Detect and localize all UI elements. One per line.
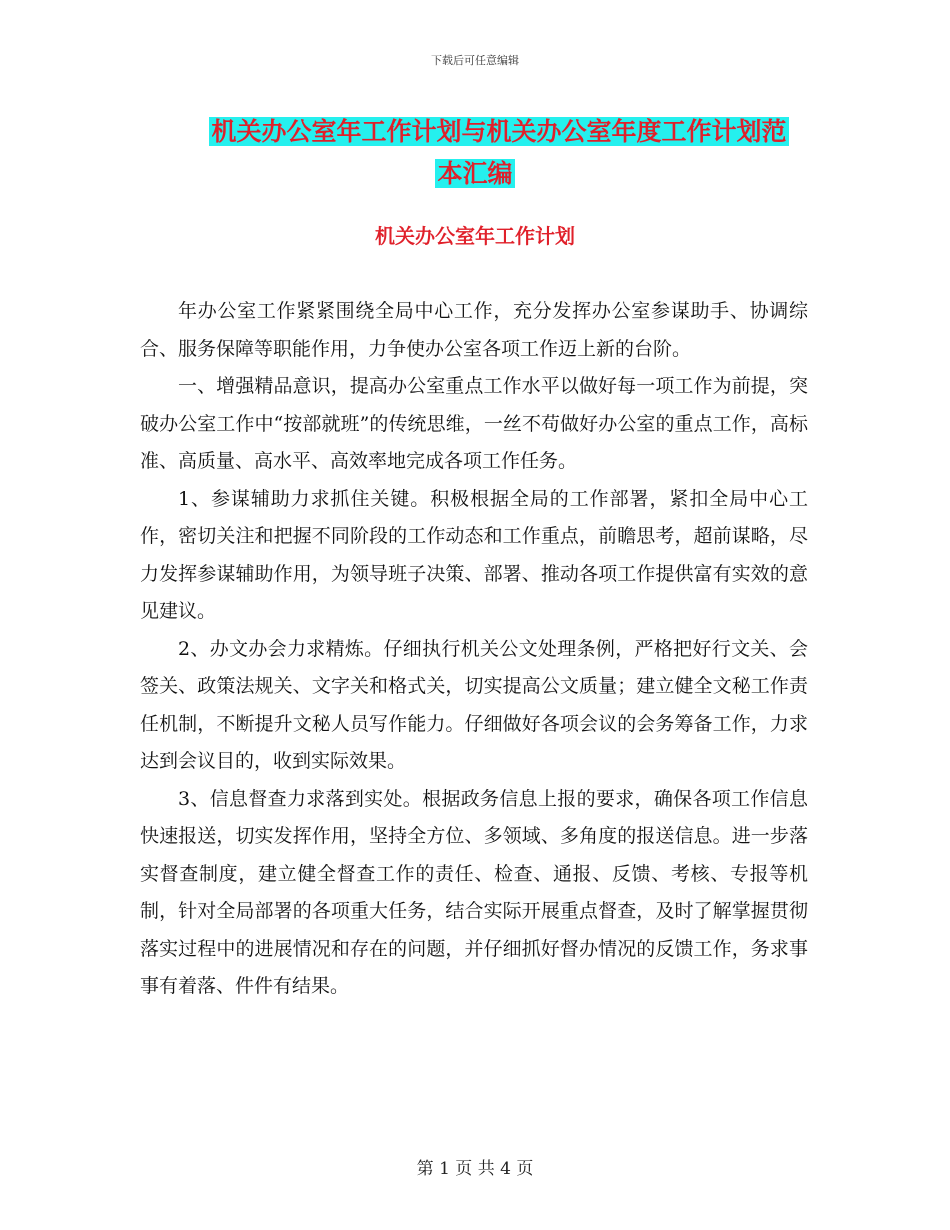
document-title-line-1 bbox=[0, 112, 950, 152]
paragraph-section-1: 一、增强精品意识，提高办公室重点工作水平以做好每一项工作为前提，突破办公室工作中“按部就班”的传统思维，一丝不苟做好办公室的重点工作，高标准、高质量、高水平、高效率地完成各项工作任务。 bbox=[140, 375, 808, 472]
document-title-highlight-1: 机关办公室年工作计划与机关办公室年度工作计划范 bbox=[211, 117, 787, 146]
paragraph-item-1: 1、参谋辅助力求抓住关键。积极根据全局的工作部署，紧扣全局中心工作，密切关注和把握不同阶段的工作动态和工作重点，前瞻思考，超前谋略，尽力发挥参谋辅助作用，为领导班子决策、部署、推动各项工作提供富有实效的意见建议。 bbox=[140, 487, 808, 622]
page-number-footer: 第 1 页 共 4 页 bbox=[416, 1159, 534, 1179]
header-note: 下载后可任意编辑 bbox=[431, 54, 519, 67]
body-text bbox=[140, 293, 808, 1006]
document-title-line-2 bbox=[0, 154, 950, 194]
paragraph-intro: 年办公室工作紧紧围绕全局中心工作，充分发挥办公室参谋助手、协调综合、服务保障等职能作用，力争使办公室各项工作迈上新的台阶。 bbox=[140, 300, 808, 360]
section-heading: 机关办公室年工作计划 bbox=[375, 224, 575, 248]
paragraph-item-3: 3、信息督查力求落到实处。根据政务信息上报的要求，确保各项工作信息快速报送，切实发挥作用，坚持全方位、多领域、多角度的报送信息。进一步落实督查制度，建立健全督查工作的责任、检查、通报、反馈、考核、专报等机制，针对全局部署的各项重大任务，结合实际开展重点督查，及时了解掌握贯彻落实过程中的进展情况和存在的问题，并仔细抓好督办情况的反馈工作，务求事事有着落、件件有结果。 bbox=[140, 787, 808, 997]
document-title-highlight-2: 本汇编 bbox=[437, 159, 513, 188]
paragraph-item-2: 2、办文办会力求精炼。仔细执行机关公文处理条例，严格把好行文关、会签关、政策法规关、文字关和格式关，切实提高公文质量；建立健全文秘工作责任机制，不断提升文秘人员写作能力。仔细做好各项会议的会务筹备工作，力求达到会议目的，收到实际效果。 bbox=[140, 637, 808, 772]
